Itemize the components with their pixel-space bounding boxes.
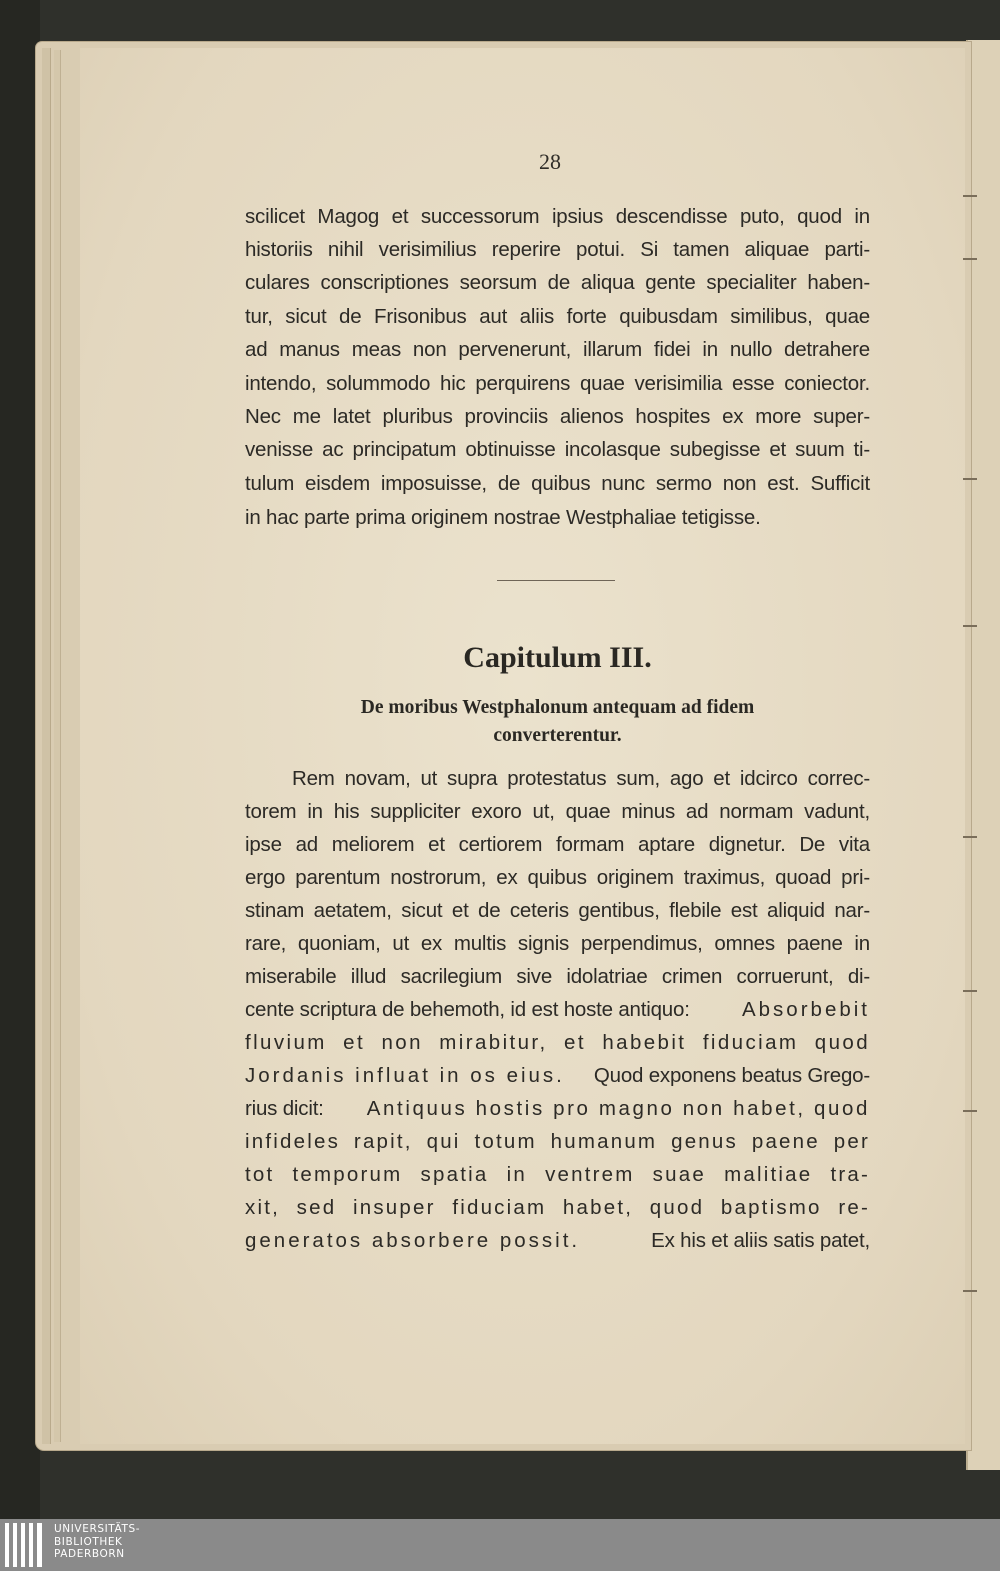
binding-stitch <box>963 1110 977 1112</box>
spaced-quote: xit, sed insuper fiduciam habet, quod baptismo re- <box>245 1196 870 1219</box>
binding-stitch <box>963 258 977 260</box>
text-line <box>245 1061 870 1091</box>
text-span: Ex his et aliis satis patet, <box>651 1229 870 1252</box>
library-footer <box>0 1519 1000 1571</box>
facing-page-edge <box>966 40 1000 1470</box>
library-logo-icon <box>5 1523 49 1567</box>
spaced-quote: Antiquus hostis pro magno non habet, quod <box>366 1097 870 1120</box>
text-line: historiis nihil verisimilius reperire potui. Si tamen aliquae parti- <box>245 238 870 261</box>
library-logo-text <box>54 1523 140 1561</box>
text-line: scilicet Magog et successorum ipsius descendisse puto, quod in <box>245 205 870 228</box>
text-line: rare, quoniam, ut ex multis signis perpendimus, omnes paene in <box>245 932 870 955</box>
spaced-quote: tot temporum spatia in ventrem suae malitiae tra- <box>245 1163 870 1186</box>
text-line: intendo, solummodo hic perquirens quae verisimilia esse coniector. <box>245 372 870 395</box>
spaced-quote: infideles rapit, qui totum humanum genus paene per <box>245 1130 870 1153</box>
page-number: 28 <box>539 149 561 174</box>
binding-stitch <box>963 478 977 480</box>
text-line: Nec me latet pluribus provinciis alienos hospites ex more super- <box>245 405 870 428</box>
text-line: torem in his suppliciter exoro ut, quae minus ad normam vadunt, <box>245 800 870 823</box>
binding-stitch <box>963 625 977 627</box>
chapter-subtitle-line: De moribus Westphalonum antequam ad fidem <box>360 697 755 718</box>
text-line: culares conscriptiones seorsum de aliqua gente specialiter haben- <box>245 271 870 294</box>
spaced-quote: generatos absorbere possit. <box>245 1229 581 1252</box>
text-line: ergo parentum nostrorum, ex quibus originem traximus, quoad pri- <box>245 866 870 889</box>
text-line <box>245 995 870 1025</box>
chapter-subtitle-line: converterentur. <box>493 725 622 746</box>
binding-stitch <box>963 1290 977 1292</box>
text-line: miserabile illud sacrilegium sive idolatriae crimen corruerunt, di- <box>245 965 870 988</box>
background-left <box>0 0 40 1520</box>
text-line: tur, sicut de Frisonibus aut aliis forte quibusdam similibus, quae <box>245 305 870 328</box>
binding-stitch <box>963 990 977 992</box>
page-edge <box>42 48 51 1444</box>
text-line <box>245 1226 870 1256</box>
text-line: in hac parte prima originem nostrae Westphaliae tetigisse. <box>245 506 761 529</box>
spaced-quote: fluvium et non mirabitur, et habebit fiduciam quod <box>245 1031 870 1054</box>
text-line <box>245 764 870 794</box>
spaced-quote: Absorbebit <box>741 998 870 1021</box>
text-line: stinam aetatem, sicut et de ceteris gentibus, flebile est aliquid nar- <box>245 899 870 922</box>
text-line: tulum eisdem imposuisse, de quibus nunc sermo non est. Sufficit <box>245 472 870 495</box>
text-line: ad manus meas non pervenerunt, illarum fidei in nullo detrahere <box>245 338 870 361</box>
logo-line: BIBLIOTHEK <box>54 1535 123 1548</box>
binding-stitch <box>963 836 977 838</box>
chapter-title: Capitulum III. <box>463 641 652 674</box>
text-line: ipse ad meliorem et certiorem formam aptare dignetur. De vita <box>245 833 870 856</box>
chapter-subtitle <box>245 694 870 750</box>
page-edge <box>54 50 61 1442</box>
spaced-quote: Jordanis influat in os eius. <box>245 1064 565 1087</box>
text-span: rius dicit: <box>245 1097 324 1120</box>
logo-line: UNIVERSITÄTS- <box>54 1523 141 1535</box>
logo-line: PADERBORN <box>54 1548 125 1560</box>
binding-stitch <box>963 195 977 197</box>
text-span: cente scriptura de behemoth, id est hoste antiquo: <box>245 998 690 1021</box>
text-line: venisse ac principatum obtinuisse incolasque subegisse et suum ti- <box>245 438 870 461</box>
text-span: Rem novam, ut supra protestatus sum, ago et idcirco correc- <box>292 767 870 790</box>
text-span: Quod exponens beatus Grego- <box>593 1064 870 1087</box>
text-line <box>245 1094 870 1124</box>
section-divider <box>497 580 615 581</box>
